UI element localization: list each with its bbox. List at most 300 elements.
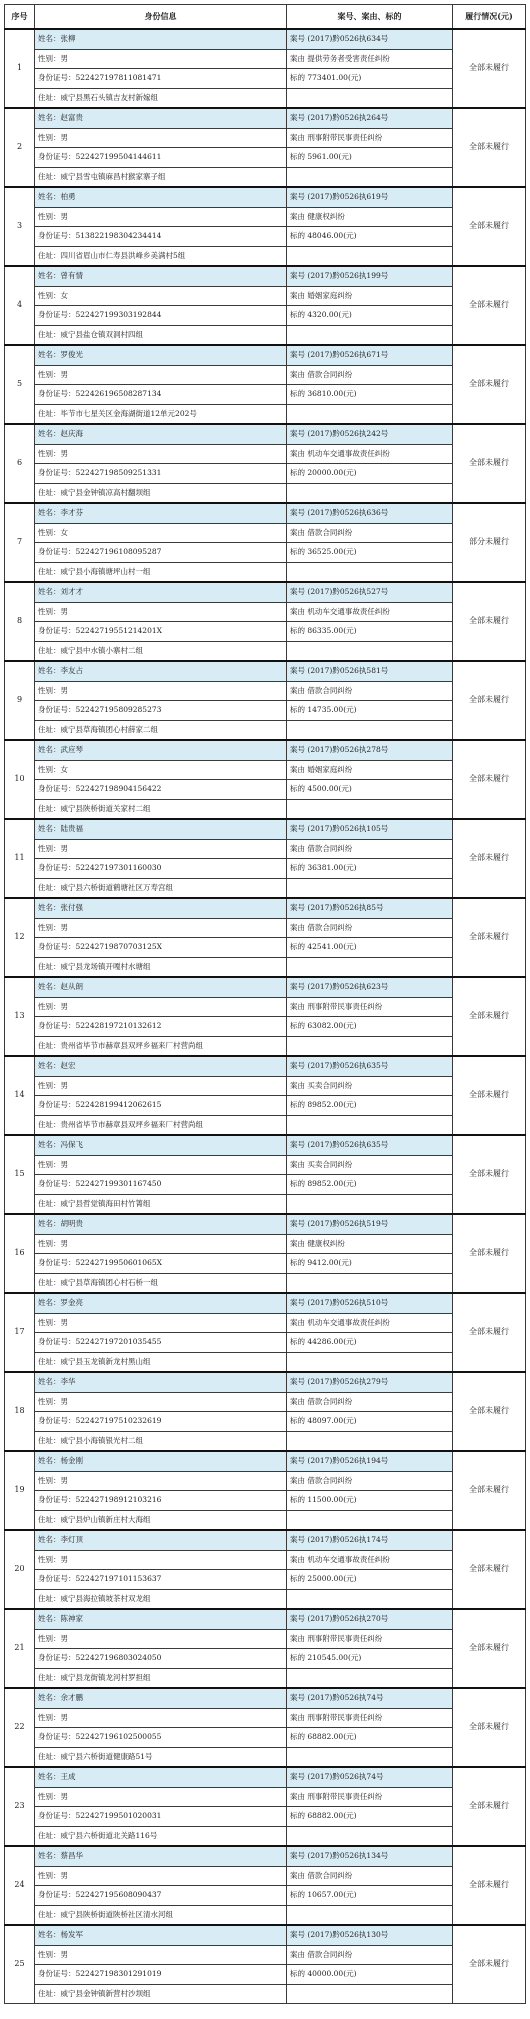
case-number-label: 案号 xyxy=(290,1930,305,1939)
address: 威宁县六桥街道北关路116号 xyxy=(60,1830,158,1840)
amount-cell xyxy=(287,1570,453,1590)
case-cause: 买卖合同纠纷 xyxy=(307,1159,353,1169)
case-number: (2017)黔0526执199号 xyxy=(307,271,389,280)
name-cell xyxy=(35,1846,287,1866)
amount: 68882.00 xyxy=(307,1732,344,1741)
amount-cell xyxy=(287,227,453,247)
table-row xyxy=(5,1787,526,1807)
address: 威宁县金钟镇新营村沙坝组 xyxy=(60,1988,151,1998)
amount-cell xyxy=(287,701,453,721)
gender-label: 性别： xyxy=(38,1475,61,1485)
amount: 9412.00 xyxy=(307,1258,339,1267)
case-number-cell xyxy=(287,1135,453,1155)
table-row xyxy=(5,1412,526,1432)
id-number: 522427199303192844 xyxy=(75,310,162,319)
address-cell xyxy=(35,1668,287,1688)
amount-unit: (元) xyxy=(343,1416,357,1425)
cause-cell xyxy=(287,1234,453,1254)
amount-label: 标的 xyxy=(290,1495,305,1504)
case-cause: 借款合同纠纷 xyxy=(307,369,353,379)
id-number-cell xyxy=(35,1886,287,1906)
gender-cell xyxy=(35,681,287,701)
table-row xyxy=(5,1135,526,1155)
table-row xyxy=(5,523,526,543)
case-number-label: 案号 xyxy=(290,1535,305,1544)
case-number: (2017)黔0526执636号 xyxy=(307,508,389,517)
address-cell xyxy=(35,1194,287,1214)
gender: 女 xyxy=(60,290,68,300)
amount-cell xyxy=(287,464,453,484)
id-number-label: 身份证号： xyxy=(38,389,76,398)
empty-cell xyxy=(287,1194,453,1214)
performance-status: 全部未履行 xyxy=(453,345,526,424)
address-cell xyxy=(35,957,287,977)
cause-cell xyxy=(287,523,453,543)
address: 威宁县陕桥街道关家村二组 xyxy=(60,803,151,813)
case-number-label: 案号 xyxy=(290,1061,305,1070)
address-label: 住址： xyxy=(38,1435,61,1445)
table-row xyxy=(5,1905,526,1925)
debtor-name: 柏勇 xyxy=(60,192,76,201)
table-row xyxy=(5,1175,526,1195)
performance-status: 全部未履行 xyxy=(453,740,526,819)
gender: 男 xyxy=(60,1791,68,1801)
gender-cell xyxy=(35,1076,287,1096)
amount: 48097.00 xyxy=(307,1416,344,1425)
address-cell xyxy=(35,1826,287,1846)
table-row xyxy=(5,1036,526,1056)
table-row xyxy=(5,780,526,800)
table-row xyxy=(5,1214,526,1234)
id-number-label: 身份证号： xyxy=(38,1495,76,1504)
address-label: 住址： xyxy=(38,329,61,339)
performance-status: 全部未履行 xyxy=(453,582,526,661)
name-label: 姓名： xyxy=(38,429,61,438)
table-row xyxy=(5,1491,526,1511)
id-number-cell xyxy=(35,306,287,326)
name-cell xyxy=(35,740,287,760)
gender: 男 xyxy=(60,1475,68,1485)
id-number-cell xyxy=(35,859,287,879)
amount-label: 标的 xyxy=(290,152,305,161)
record-seq: 10 xyxy=(5,740,35,819)
table-row xyxy=(5,1372,526,1392)
performance-status: 全部未履行 xyxy=(453,1846,526,1925)
name-label: 姓名： xyxy=(38,350,61,359)
case-number-label: 案号 xyxy=(290,745,305,754)
record-seq: 1 xyxy=(5,29,35,108)
performance-status: 全部未履行 xyxy=(453,1293,526,1372)
case-number-cell xyxy=(287,345,453,365)
cause-label: 案由 xyxy=(290,922,305,932)
table-row xyxy=(5,582,526,602)
gender-cell xyxy=(35,918,287,938)
id-number: 522427198912103216 xyxy=(75,1495,162,1504)
address: 威宁县龙街镇龙河村罗担组 xyxy=(60,1672,151,1682)
cause-cell xyxy=(287,286,453,306)
table-row xyxy=(5,1609,526,1629)
gender: 男 xyxy=(60,685,68,695)
gender-cell xyxy=(35,602,287,622)
table-row xyxy=(5,602,526,622)
performance-status: 全部未履行 xyxy=(453,266,526,345)
performance-status: 全部未履行 xyxy=(453,1135,526,1214)
amount-unit: (元) xyxy=(343,1100,357,1109)
name-label: 姓名： xyxy=(38,1219,61,1228)
amount-label: 标的 xyxy=(290,389,305,398)
gender-label: 性别： xyxy=(38,1791,61,1801)
gender: 男 xyxy=(60,1001,68,1011)
gender-cell xyxy=(35,1471,287,1491)
name-label: 姓名： xyxy=(38,1377,61,1386)
table-row xyxy=(5,878,526,898)
id-number-label: 身份证号： xyxy=(38,705,76,714)
amount-cell xyxy=(287,1175,453,1195)
gender: 男 xyxy=(60,1712,68,1722)
gender-label: 性别： xyxy=(38,527,61,537)
table-row xyxy=(5,1767,526,1787)
case-number-cell xyxy=(287,661,453,681)
performance-status: 全部未履行 xyxy=(453,1925,526,2004)
id-number-label: 身份证号： xyxy=(38,152,76,161)
table-row xyxy=(5,720,526,740)
amount-label: 标的 xyxy=(290,626,305,635)
gender-cell xyxy=(35,286,287,306)
case-cause: 借款合同纠纷 xyxy=(307,922,353,932)
address: 威宁县六桥街道健康路51号 xyxy=(60,1751,153,1761)
table-row xyxy=(5,306,526,326)
table-row xyxy=(5,819,526,839)
name-cell xyxy=(35,1293,287,1313)
gender: 男 xyxy=(60,1396,68,1406)
debtor-name: 冯保飞 xyxy=(60,1140,83,1149)
case-number-cell xyxy=(287,424,453,444)
address-label: 住址： xyxy=(38,1277,61,1287)
table-row xyxy=(5,69,526,89)
name-label: 姓名： xyxy=(38,113,61,122)
name-cell xyxy=(35,1530,287,1550)
empty-cell xyxy=(287,562,453,582)
debtor-name: 张柳 xyxy=(60,34,76,43)
cause-label: 案由 xyxy=(290,1870,305,1880)
gender-cell xyxy=(35,444,287,464)
case-number: (2017)黔0526执74号 xyxy=(307,1772,384,1781)
case-number-label: 案号 xyxy=(290,1456,305,1465)
case-number: (2017)黔0526执527号 xyxy=(307,587,389,596)
id-number-label: 身份证号： xyxy=(38,547,76,556)
record-seq: 19 xyxy=(5,1451,35,1530)
record-seq: 24 xyxy=(5,1846,35,1925)
case-number-label: 案号 xyxy=(290,903,305,912)
case-number-label: 案号 xyxy=(290,508,305,517)
amount-cell xyxy=(287,1649,453,1669)
id-number: 522427196803024050 xyxy=(75,1653,162,1662)
cause-cell xyxy=(287,1550,453,1570)
table-row xyxy=(5,167,526,187)
table-row xyxy=(5,1965,526,1985)
name-cell xyxy=(35,582,287,602)
record-seq: 4 xyxy=(5,266,35,345)
empty-cell xyxy=(287,1115,453,1135)
cause-cell xyxy=(287,207,453,227)
table-row xyxy=(5,49,526,69)
case-number-cell xyxy=(287,1846,453,1866)
name-cell xyxy=(35,1056,287,1076)
name-cell xyxy=(35,424,287,444)
gender-cell xyxy=(35,523,287,543)
debtor-name: 杨金刚 xyxy=(60,1456,83,1465)
name-label: 姓名： xyxy=(38,903,61,912)
address: 威宁县盐仓镇双洞村四组 xyxy=(60,329,143,339)
name-cell xyxy=(35,266,287,286)
table-row xyxy=(5,562,526,582)
amount-cell xyxy=(287,780,453,800)
empty-cell xyxy=(287,799,453,819)
name-cell xyxy=(35,819,287,839)
empty-cell xyxy=(287,325,453,345)
cause-label: 案由 xyxy=(290,1080,305,1090)
record-seq: 22 xyxy=(5,1688,35,1767)
gender: 男 xyxy=(60,843,68,853)
id-number-cell xyxy=(35,1570,287,1590)
cause-label: 案由 xyxy=(290,527,305,537)
case-cause: 借款合同纠纷 xyxy=(307,843,353,853)
empty-cell xyxy=(287,1668,453,1688)
address-cell xyxy=(35,1510,287,1530)
case-cause: 借款合同纠纷 xyxy=(307,1475,353,1485)
table-row xyxy=(5,1747,526,1767)
amount-label: 标的 xyxy=(290,1258,305,1267)
case-number-cell xyxy=(287,29,453,49)
empty-cell xyxy=(287,1826,453,1846)
amount-unit: (元) xyxy=(343,705,357,714)
case-cause: 婚姻家庭纠纷 xyxy=(307,764,353,774)
amount-label: 标的 xyxy=(290,863,305,872)
id-number: 522427196108095287 xyxy=(75,547,162,556)
gender: 男 xyxy=(60,369,68,379)
amount-label: 标的 xyxy=(290,1811,305,1820)
address-label: 住址： xyxy=(38,803,61,813)
case-number-cell xyxy=(287,1530,453,1550)
gender-cell xyxy=(35,839,287,859)
cause-cell xyxy=(287,365,453,385)
amount-cell xyxy=(287,1017,453,1037)
id-number-cell xyxy=(35,701,287,721)
case-cause: 刑事附带民事责任纠纷 xyxy=(307,1001,383,1011)
table-row xyxy=(5,1846,526,1866)
table-row xyxy=(5,424,526,444)
amount-unit: (元) xyxy=(343,626,357,635)
case-number-cell xyxy=(287,1925,453,1945)
id-number-label: 身份证号： xyxy=(38,310,76,319)
id-number-label: 身份证号： xyxy=(38,1574,76,1583)
table-row xyxy=(5,1668,526,1688)
case-cause: 借款合同纠纷 xyxy=(307,685,353,695)
name-cell xyxy=(35,1767,287,1787)
table-row xyxy=(5,661,526,681)
table-row xyxy=(5,1471,526,1491)
amount-label: 标的 xyxy=(290,942,305,951)
cause-cell xyxy=(287,444,453,464)
gender-cell xyxy=(35,49,287,69)
address: 威宁县哲觉镇海田村竹箐组 xyxy=(60,1198,151,1208)
address-cell xyxy=(35,404,287,424)
table-row xyxy=(5,1866,526,1886)
table-row xyxy=(5,1017,526,1037)
address-label: 住址： xyxy=(38,1198,61,1208)
id-number: 522427197301160030 xyxy=(75,863,162,872)
cause-label: 案由 xyxy=(290,606,305,616)
case-number: (2017)黔0526执264号 xyxy=(307,113,389,122)
cause-cell xyxy=(287,1787,453,1807)
case-number-label: 案号 xyxy=(290,192,305,201)
amount: 89852.00 xyxy=(307,1179,344,1188)
case-number-cell xyxy=(287,1609,453,1629)
address-label: 住址： xyxy=(38,724,61,734)
address-cell xyxy=(35,720,287,740)
performance-status: 全部未履行 xyxy=(453,898,526,977)
name-cell xyxy=(35,1925,287,1945)
address-cell xyxy=(35,246,287,266)
amount-unit: (元) xyxy=(343,468,357,477)
address-cell xyxy=(35,88,287,108)
address-label: 住址： xyxy=(38,1988,61,1998)
id-number: 522427196102500055 xyxy=(75,1732,162,1741)
table-row xyxy=(5,938,526,958)
amount-unit: (元) xyxy=(338,152,352,161)
performance-status: 全部未履行 xyxy=(453,1056,526,1135)
gender-label: 性别： xyxy=(38,1396,61,1406)
address-label: 住址： xyxy=(38,250,61,260)
id-number-label: 身份证号： xyxy=(38,468,76,477)
debtor-name: 赵富贵 xyxy=(60,113,83,122)
id-number-cell xyxy=(35,1491,287,1511)
table-row xyxy=(5,1510,526,1530)
empty-cell xyxy=(287,1352,453,1372)
header-seq: 序号 xyxy=(5,5,35,30)
table-row xyxy=(5,918,526,938)
cause-cell xyxy=(287,49,453,69)
debtor-name: 李华 xyxy=(60,1377,76,1386)
amount-cell xyxy=(287,938,453,958)
gender-label: 性别： xyxy=(38,1712,61,1722)
case-number: (2017)黔0526执635号 xyxy=(307,1140,389,1149)
id-number-cell xyxy=(35,1412,287,1432)
id-number-label: 身份证号： xyxy=(38,1416,76,1425)
case-number-cell xyxy=(287,1056,453,1076)
id-number: 522427197510232619 xyxy=(75,1416,162,1425)
amount-label: 标的 xyxy=(290,1100,305,1109)
id-number-cell xyxy=(35,464,287,484)
table-row xyxy=(5,148,526,168)
record-seq: 23 xyxy=(5,1767,35,1846)
judgment-debtor-table xyxy=(4,4,526,2004)
record-seq: 18 xyxy=(5,1372,35,1451)
table-row xyxy=(5,1728,526,1748)
cause-label: 案由 xyxy=(290,448,305,458)
cause-cell xyxy=(287,918,453,938)
empty-cell xyxy=(287,641,453,661)
address: 威宁县陕桥街道陕桥社区清水河组 xyxy=(60,1909,173,1919)
id-number-label: 身份证号： xyxy=(38,231,76,240)
record-seq: 21 xyxy=(5,1609,35,1688)
debtor-name: 赵宏 xyxy=(60,1061,76,1070)
name-label: 姓名： xyxy=(38,1614,61,1623)
id-number: 522427198509251331 xyxy=(75,468,162,477)
gender-cell xyxy=(35,1945,287,1965)
id-number-label: 身份证号： xyxy=(38,1811,76,1820)
gender-label: 性别： xyxy=(38,1001,61,1011)
id-number-label: 身份证号： xyxy=(38,942,76,951)
empty-cell xyxy=(287,1036,453,1056)
case-number-label: 案号 xyxy=(290,666,305,675)
id-number: 522426196508287134 xyxy=(75,389,162,398)
table-row xyxy=(5,128,526,148)
gender-label: 性别： xyxy=(38,211,61,221)
performance-status: 全部未履行 xyxy=(453,29,526,108)
gender-cell xyxy=(35,1392,287,1412)
header-identity: 身份信息 xyxy=(35,5,287,30)
amount-unit: (元) xyxy=(343,1021,357,1030)
cause-cell xyxy=(287,602,453,622)
gender-cell xyxy=(35,128,287,148)
id-number: 522427195608090437 xyxy=(75,1890,162,1899)
debtor-name: 王成 xyxy=(60,1772,76,1781)
gender: 女 xyxy=(60,764,68,774)
address: 贵州省毕节市赫章县双坪乡福来厂村营尚组 xyxy=(60,1040,203,1050)
case-number-cell xyxy=(287,1293,453,1313)
address: 四川省眉山市仁寿县洪峰乡美满村5组 xyxy=(60,250,186,260)
table-row xyxy=(5,622,526,642)
address: 威宁县金钟镇凉高村翻坝组 xyxy=(60,487,151,497)
gender-label: 性别： xyxy=(38,290,61,300)
address-cell xyxy=(35,483,287,503)
address: 威宁县小海镇塘坪山村一组 xyxy=(60,566,151,576)
cause-cell xyxy=(287,839,453,859)
address-label: 住址： xyxy=(38,1119,61,1129)
gender: 男 xyxy=(60,1080,68,1090)
amount-label: 标的 xyxy=(290,468,305,477)
empty-cell xyxy=(287,1747,453,1767)
case-number: (2017)黔0526执194号 xyxy=(307,1456,389,1465)
table-row xyxy=(5,1925,526,1945)
case-number-label: 案号 xyxy=(290,1219,305,1228)
case-number-label: 案号 xyxy=(290,113,305,122)
case-number-label: 案号 xyxy=(290,982,305,991)
amount-unit: (元) xyxy=(343,1969,357,1978)
address-label: 住址： xyxy=(38,1514,61,1524)
address: 威宁县龙场镇开嘎村水塘组 xyxy=(60,961,151,971)
name-label: 姓名： xyxy=(38,1535,61,1544)
gender-cell xyxy=(35,365,287,385)
amount-cell xyxy=(287,1254,453,1274)
case-number-cell xyxy=(287,898,453,918)
empty-cell xyxy=(287,1431,453,1451)
amount-cell xyxy=(287,1096,453,1116)
gender: 男 xyxy=(60,922,68,932)
cause-cell xyxy=(287,760,453,780)
cause-label: 案由 xyxy=(290,53,305,63)
amount-cell xyxy=(287,1728,453,1748)
id-number-cell xyxy=(35,622,287,642)
cause-label: 案由 xyxy=(290,1791,305,1801)
table-row xyxy=(5,246,526,266)
id-number-label: 身份证号： xyxy=(38,1969,76,1978)
table-row xyxy=(5,799,526,819)
table-row xyxy=(5,898,526,918)
name-label: 姓名： xyxy=(38,34,61,43)
table-row xyxy=(5,385,526,405)
